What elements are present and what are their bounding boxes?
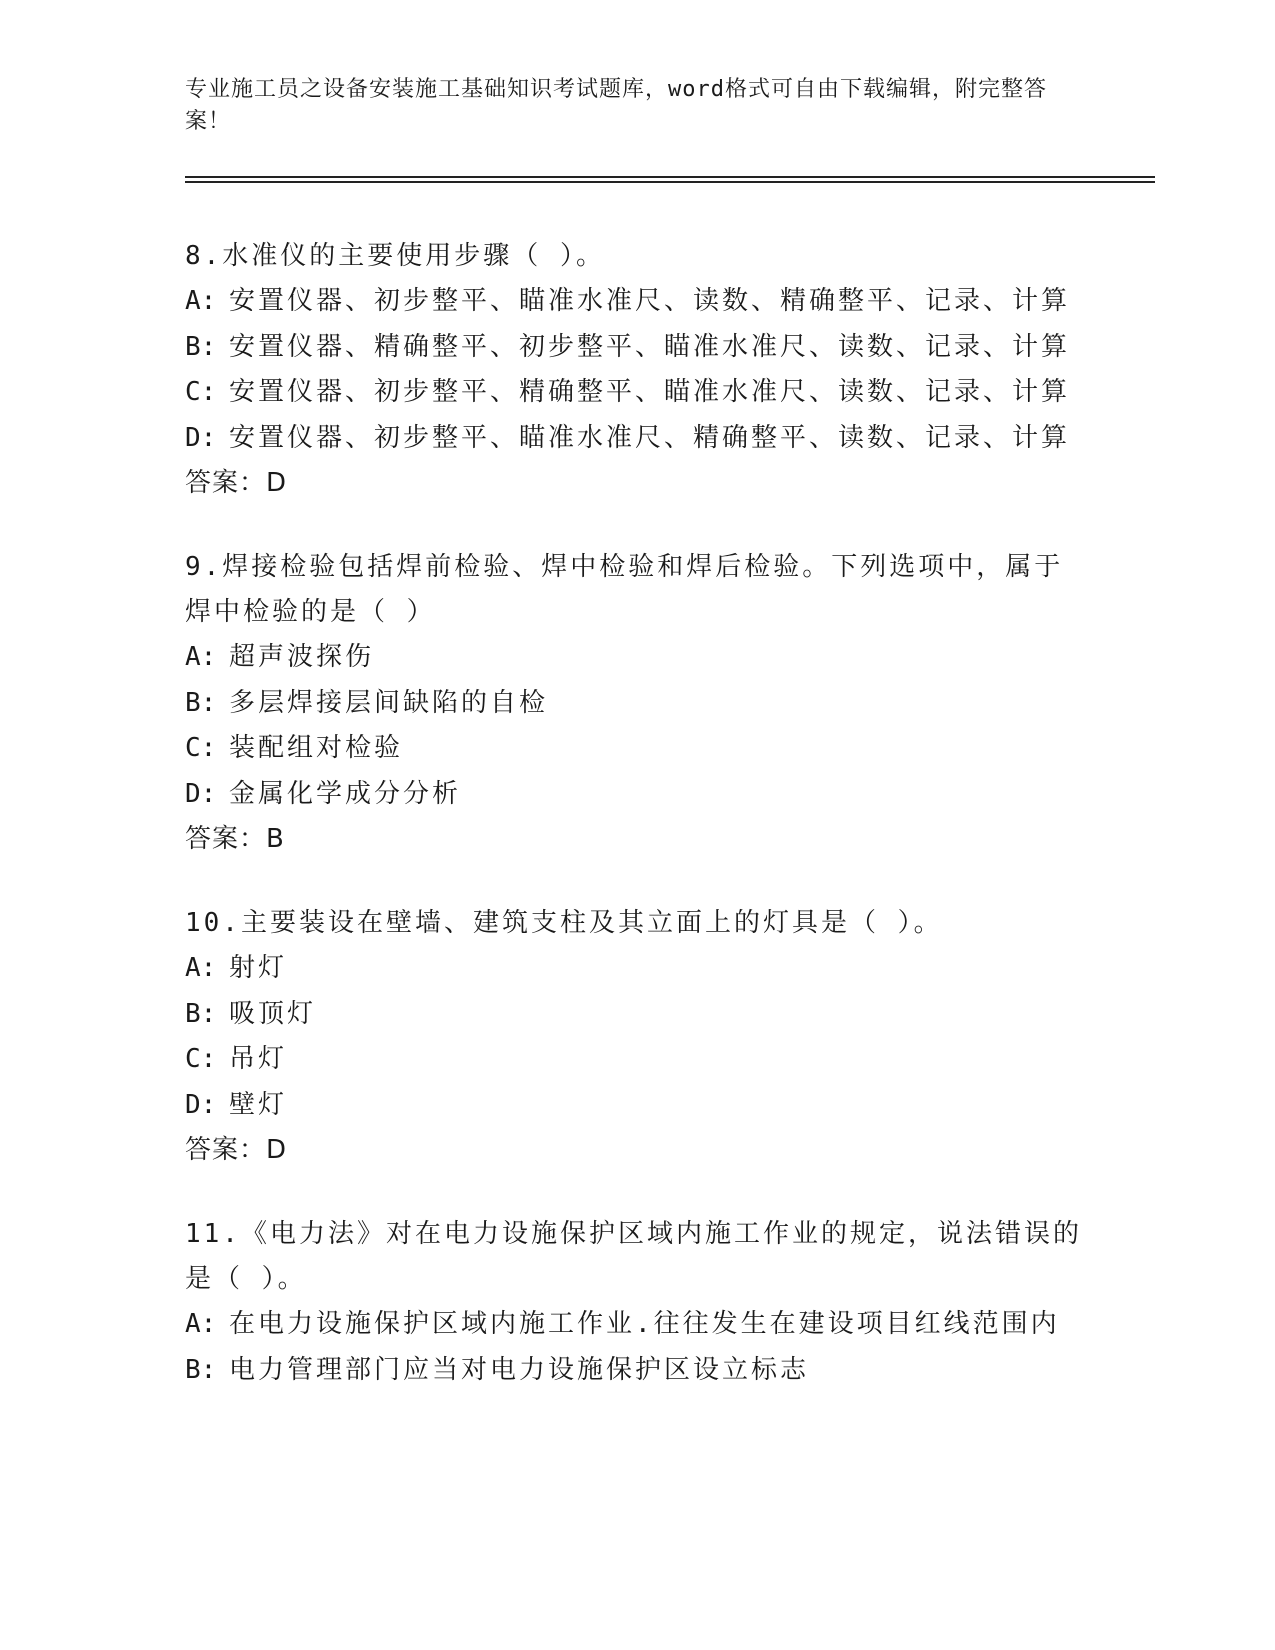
- option-a: [185, 946, 1085, 992]
- option-c: [185, 370, 1085, 416]
- option-letter: B:: [185, 687, 217, 718]
- option-text: 壁灯: [229, 1089, 288, 1120]
- option-text: 安置仪器、初步整平、精确整平、瞄准水准尺、读数、记录、计算: [229, 377, 1071, 407]
- question-10: [185, 901, 1085, 1173]
- option-text: 安置仪器、精确整平、初步整平、瞄准水准尺、读数、记录、计算: [229, 331, 1071, 362]
- header-note: 专业施工员之设备安装施工基础知识考试题库，word格式可自由下载编辑，附完整答案！: [185, 77, 1047, 134]
- header-rule-top: [185, 176, 1155, 178]
- option-text: 在电力设施保护区域内施工作业.往往发生在建设项目红线范围内: [229, 1309, 1060, 1339]
- option-text: 吸顶灯: [229, 998, 317, 1029]
- question-stem: 10.主要装设在壁墙、建筑支柱及其立面上的灯具是（ ）。: [185, 908, 943, 938]
- option-letter: D:: [185, 1089, 217, 1120]
- option-a: [185, 1302, 1085, 1348]
- option-b: [185, 325, 1085, 371]
- option-letter: A:: [185, 286, 217, 316]
- question-stem: 9.焊接检验包括焊前检验、焊中检验和焊后检验。下列选项中，属于焊中检验的是（ ）: [185, 552, 1064, 627]
- question-11: [185, 1212, 1085, 1393]
- option-text: 安置仪器、初步整平、瞄准水准尺、读数、精确整平、记录、计算: [229, 286, 1071, 316]
- option-text: 电力管理部门应当对电力设施保护区设立标志: [229, 1354, 810, 1385]
- option-text: 吊灯: [229, 1044, 288, 1074]
- option-letter: D:: [185, 422, 217, 453]
- option-d: [185, 772, 1085, 818]
- header-rule-bottom: [185, 181, 1155, 183]
- question-8: [185, 234, 1085, 506]
- option-text: 超声波探伤: [229, 642, 375, 672]
- answer-line: 答案：B: [185, 824, 285, 854]
- option-text: 装配组对检验: [229, 733, 404, 763]
- option-letter: D:: [185, 778, 217, 809]
- option-b: [185, 992, 1085, 1038]
- option-b: [185, 681, 1085, 727]
- option-a: [185, 279, 1085, 325]
- option-letter: B:: [185, 331, 217, 362]
- option-letter: B:: [185, 1354, 217, 1385]
- option-c: [185, 726, 1085, 772]
- question-9: [185, 545, 1085, 862]
- option-letter: C:: [185, 377, 217, 407]
- option-text: 金属化学成分分析: [229, 778, 462, 809]
- option-letter: C:: [185, 1044, 217, 1074]
- answer-line: 答案：D: [185, 468, 288, 498]
- answer-line: 答案：D: [185, 1135, 288, 1165]
- option-a: [185, 635, 1085, 681]
- option-d: [185, 416, 1085, 462]
- option-letter: B:: [185, 998, 217, 1029]
- option-letter: A:: [185, 1309, 217, 1339]
- question-stem: 11.《电力法》对在电力设施保护区域内施工作业的规定，说法错误的是（ ）。: [185, 1219, 1082, 1294]
- option-text: 射灯: [229, 953, 288, 983]
- option-text: 安置仪器、初步整平、瞄准水准尺、精确整平、读数、记录、计算: [229, 422, 1071, 453]
- option-letter: A:: [185, 642, 217, 672]
- option-c: [185, 1037, 1085, 1083]
- option-d: [185, 1083, 1085, 1129]
- question-stem: 8.水准仪的主要使用步骤（ ）。: [185, 241, 605, 271]
- option-text: 多层焊接层间缺陷的自检: [229, 687, 549, 718]
- option-letter: A:: [185, 953, 217, 983]
- question-list: [185, 234, 1085, 1432]
- option-letter: C:: [185, 733, 217, 763]
- option-b: [185, 1348, 1085, 1394]
